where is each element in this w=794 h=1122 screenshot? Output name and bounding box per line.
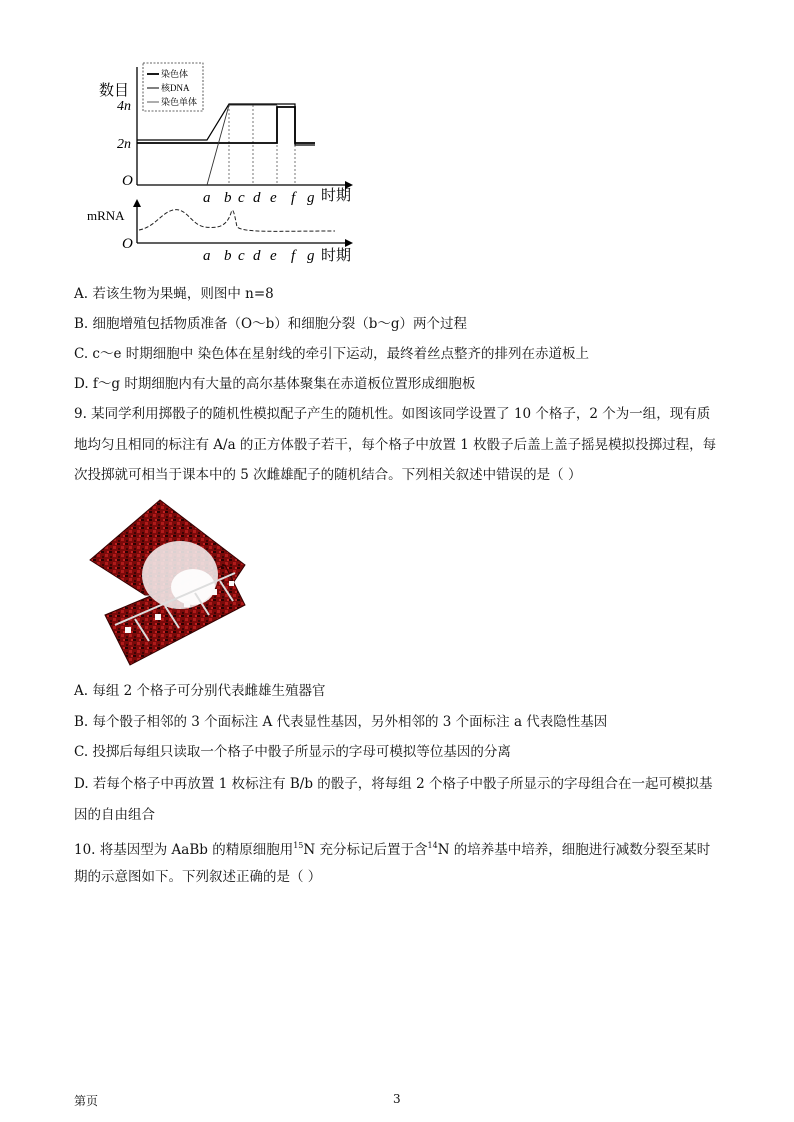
q10-isotope-15: 15 bbox=[293, 841, 304, 850]
bottom-tick-e: e bbox=[270, 248, 277, 264]
top-tick-d: d bbox=[253, 190, 261, 206]
top-tick-c: c bbox=[238, 190, 245, 206]
mrna-curve bbox=[139, 210, 335, 232]
bottom-tick-a: a bbox=[203, 248, 211, 264]
top-tick-e: e bbox=[270, 190, 277, 206]
legend bbox=[143, 63, 203, 111]
cell-cycle-figure bbox=[87, 55, 365, 270]
bottom-ylabel: mRNA bbox=[87, 208, 125, 223]
bottom-y-arrow bbox=[133, 199, 141, 207]
top-tick-a: a bbox=[203, 190, 211, 206]
q10-stem-line-1 bbox=[74, 837, 710, 859]
bottom-tick-b: b bbox=[224, 248, 232, 264]
chromosome-line bbox=[137, 107, 315, 143]
top-chart bbox=[99, 63, 353, 206]
q9-option-d-line-2: 因的自由组合 bbox=[74, 807, 155, 823]
top-xlabel: 时期 bbox=[321, 188, 352, 204]
q8-option-d: D. f～g 时期细胞内有大量的高尔基体聚集在赤道板位置形成细胞板 bbox=[74, 376, 476, 392]
page-number: 3 bbox=[393, 1092, 401, 1106]
bottom-tick-g: g bbox=[307, 248, 315, 264]
q10-stem-line-2: 期的示意图如下。下列叙述正确的是（ ） bbox=[74, 869, 322, 885]
bottom-origin: O bbox=[122, 236, 133, 252]
legend-chromosome: 染色体 bbox=[161, 69, 189, 79]
q8-option-b: B. 细胞增殖包括物质准备（O～b）和细胞分裂（b～g）两个过程 bbox=[74, 316, 467, 332]
q9-stem-line-3: 次投掷就可相当于课本中的 5 次雌雄配子的随机结合。下列相关叙述中错误的是（ ） bbox=[74, 467, 582, 483]
bottom-x-arrow bbox=[345, 239, 353, 247]
bottom-tick-f: f bbox=[291, 248, 296, 264]
bottom-chart bbox=[87, 199, 353, 264]
dice-box-photo bbox=[85, 495, 265, 670]
tick-origin: O bbox=[122, 173, 133, 189]
q9-stem-line-2: 地均匀且相同的标注有 A/a 的正方体骰子若干，每个格子中放置 1 枚骰子后盖上盖子摇晃模拟投掷过程，每 bbox=[74, 437, 717, 453]
q10-text-1: 10. 将基因型为 AaBb 的精原细胞用 bbox=[74, 842, 294, 858]
bottom-tick-c: c bbox=[238, 248, 245, 264]
top-tick-f: f bbox=[291, 190, 296, 206]
chromatid-line bbox=[207, 105, 277, 185]
q9-option-c: C. 投掷后每组只读取一个格子中骰子所显示的字母可模拟等位基因的分离 bbox=[74, 744, 511, 760]
q9-option-d-line-1: D. 若每个格子中再放置 1 枚标注有 B/b 的骰子，将每组 2 个格子中骰子所显示的字母组合在一起可模拟基 bbox=[74, 776, 713, 792]
bottom-tick-d: d bbox=[253, 248, 261, 264]
q8-option-c: C. c～e 时期细胞中 染色体在星射线的牵引下运动，最终着丝点整齐的排列在赤道板上 bbox=[74, 346, 590, 362]
top-tick-b: b bbox=[224, 190, 232, 206]
footer-left: 第页 bbox=[74, 1094, 99, 1108]
q9-stem-line-1: 9. 某同学利用掷骰子的随机性模拟配子产生的随机性。如图该同学设置了 10 个格子，2 个为一组，现有质 bbox=[74, 406, 711, 422]
top-ylabel: 数目 bbox=[99, 83, 130, 99]
legend-dna: 核DNA bbox=[161, 83, 190, 93]
bottom-xlabel: 时期 bbox=[321, 248, 352, 264]
q10-text-2: N 充分标记后置于含 bbox=[303, 842, 428, 858]
tick-4n: 4n bbox=[117, 99, 131, 114]
q10-isotope-14: 14 bbox=[427, 841, 438, 850]
q8-option-a: A. 若该生物为果蝇，则图中 n=8 bbox=[74, 286, 274, 302]
q9-option-a: A. 每组 2 个格子可分别代表雌雄生殖器官 bbox=[74, 683, 326, 699]
q9-option-b: B. 每个骰子相邻的 3 个面标注 A 代表显性基因，另外相邻的 3 个面标注 a 代表隐性基因 bbox=[74, 714, 608, 730]
q10-text-3: N 的培养基中培养，细胞进行减数分裂至某时 bbox=[437, 842, 711, 858]
legend-chromatid: 染色单体 bbox=[161, 97, 198, 107]
tick-2n: 2n bbox=[117, 137, 131, 152]
top-tick-g: g bbox=[307, 190, 315, 206]
